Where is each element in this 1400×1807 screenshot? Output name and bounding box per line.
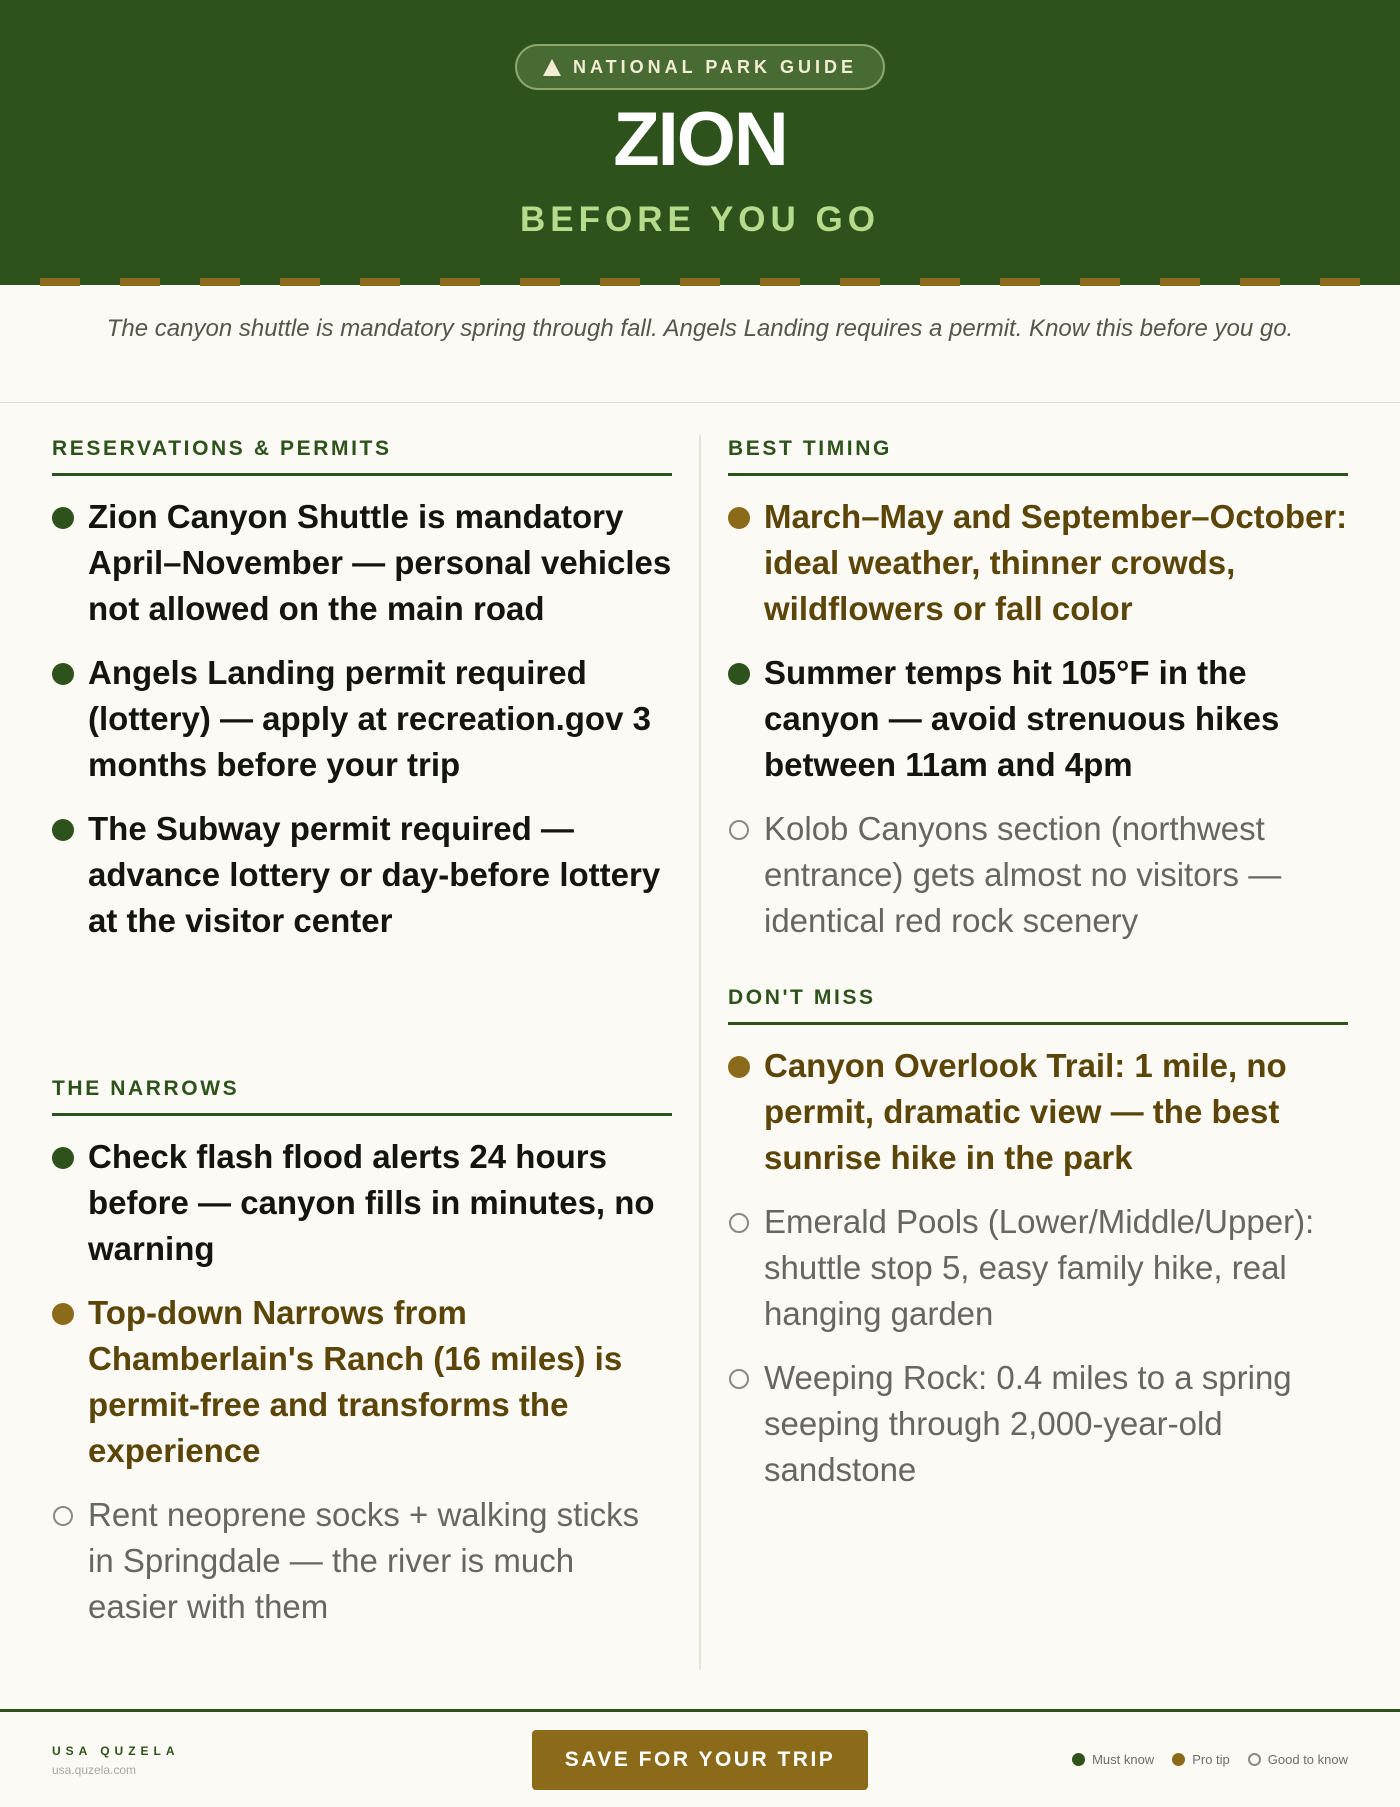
legend-item-pro-tip bbox=[1172, 1752, 1230, 1767]
section-the-narrows bbox=[52, 1078, 672, 1648]
legend-label: Good to know bbox=[1267, 1752, 1348, 1767]
section-heading: DON'T MISS bbox=[728, 987, 1348, 1025]
tip-item-good bbox=[728, 1355, 1348, 1493]
footer-divider bbox=[0, 1709, 1400, 1712]
hollow-circle-icon bbox=[729, 1213, 749, 1233]
section-heading: THE NARROWS bbox=[52, 1078, 672, 1116]
tip-text: Check flash flood alerts 24 hours before — canyon fills in minutes, no warning bbox=[88, 1138, 655, 1267]
filled-green-dot-icon bbox=[52, 507, 74, 529]
legend-label: Pro tip bbox=[1192, 1752, 1230, 1767]
tip-item-must bbox=[52, 1134, 672, 1272]
tip-text: Zion Canyon Shuttle is mandatory April–November — personal vehicles not allowed on the main road bbox=[88, 498, 672, 627]
filled-gold-dot-icon bbox=[728, 1056, 750, 1078]
tip-list bbox=[728, 494, 1348, 944]
page-subtitle: BEFORE YOU GO bbox=[520, 200, 880, 239]
filled-green-dot-icon bbox=[728, 663, 750, 685]
hollow-circle-icon bbox=[729, 1369, 749, 1389]
tip-item-pro bbox=[728, 1043, 1348, 1181]
hollow-circle-icon bbox=[729, 820, 749, 840]
tip-text: Angels Landing permit required (lottery) — apply at recreation.gov 3 months before your trip bbox=[88, 654, 651, 783]
tip-item-must bbox=[728, 650, 1348, 788]
tip-item-good bbox=[728, 806, 1348, 944]
filled-green-dot-icon bbox=[52, 819, 74, 841]
filled-gold-dot-icon bbox=[1172, 1753, 1185, 1766]
section-heading: RESERVATIONS & PERMITS bbox=[52, 438, 672, 476]
legend-item-must-know bbox=[1072, 1752, 1154, 1767]
badge-label: NATIONAL PARK GUIDE bbox=[572, 56, 857, 77]
tip-text: Kolob Canyons section (northwest entrance) gets almost no visitors — identical red rock scenery bbox=[764, 810, 1282, 939]
mountain-icon bbox=[543, 59, 561, 76]
legend-item-good-to-know bbox=[1248, 1752, 1348, 1767]
filled-gold-dot-icon bbox=[52, 1303, 74, 1325]
park-name: ZION bbox=[613, 97, 787, 182]
tip-item-good bbox=[728, 1199, 1348, 1337]
tip-text: March–May and September–October: ideal weather, thinner crowds, wildflowers or fall color bbox=[764, 498, 1348, 627]
tip-list bbox=[52, 494, 672, 944]
filled-green-dot-icon bbox=[1072, 1753, 1085, 1766]
hollow-circle-icon bbox=[53, 1506, 73, 1526]
filled-gold-dot-icon bbox=[728, 507, 750, 529]
tip-text: The Subway permit required — advance lottery or day-before lottery at the visitor center bbox=[88, 810, 661, 939]
save-for-trip-button[interactable]: SAVE FOR YOUR TRIP bbox=[532, 1730, 868, 1790]
section-dont-miss bbox=[728, 987, 1348, 1511]
section-reservations-permits bbox=[52, 438, 672, 962]
column-divider bbox=[699, 435, 701, 1670]
tip-item-must bbox=[52, 806, 672, 944]
tip-list bbox=[728, 1043, 1348, 1493]
tip-item-must bbox=[52, 494, 672, 632]
tip-text: Weeping Rock: 0.4 miles to a spring seeping through 2,000-year-old sandstone bbox=[764, 1359, 1292, 1488]
tip-item-good bbox=[52, 1492, 672, 1630]
hollow-circle-icon bbox=[1248, 1753, 1261, 1766]
section-best-timing bbox=[728, 438, 1348, 962]
legend-label: Must know bbox=[1092, 1752, 1155, 1767]
tip-item-pro bbox=[728, 494, 1348, 632]
tip-text: Rent neoprene socks + walking sticks in Springdale — the river is much easier with them bbox=[88, 1496, 640, 1625]
tip-text: Canyon Overlook Trail: 1 mile, no permit, dramatic view — the best sunrise hike in the park bbox=[764, 1047, 1287, 1176]
brand-name: USA QUZELA bbox=[52, 1744, 180, 1758]
tip-item-pro bbox=[52, 1290, 672, 1474]
section-heading: BEST TIMING bbox=[728, 438, 1348, 476]
filled-green-dot-icon bbox=[52, 1147, 74, 1169]
guide-badge bbox=[515, 44, 885, 90]
page-header bbox=[0, 0, 1400, 285]
filled-green-dot-icon bbox=[52, 663, 74, 685]
tip-text: Top-down Narrows from Chamberlain's Ranch (16 miles) is permit-free and transforms the experience bbox=[88, 1294, 623, 1469]
intro-text: The canyon shuttle is mandatory spring through fall. Angels Landing requires a permit. Know this before you go. bbox=[106, 315, 1294, 342]
brand-url[interactable]: usa.quzela.com bbox=[52, 1763, 137, 1777]
header-stripe-divider bbox=[0, 278, 1400, 286]
tip-list bbox=[52, 1134, 672, 1630]
tip-item-must bbox=[52, 650, 672, 788]
tip-text: Summer temps hit 105°F in the canyon — avoid strenuous hikes between 11am and 4pm bbox=[764, 654, 1280, 783]
legend bbox=[1072, 1752, 1348, 1767]
intro-divider bbox=[0, 402, 1400, 403]
tip-text: Emerald Pools (Lower/Middle/Upper): shuttle stop 5, easy family hike, real hanging garden bbox=[764, 1203, 1315, 1332]
